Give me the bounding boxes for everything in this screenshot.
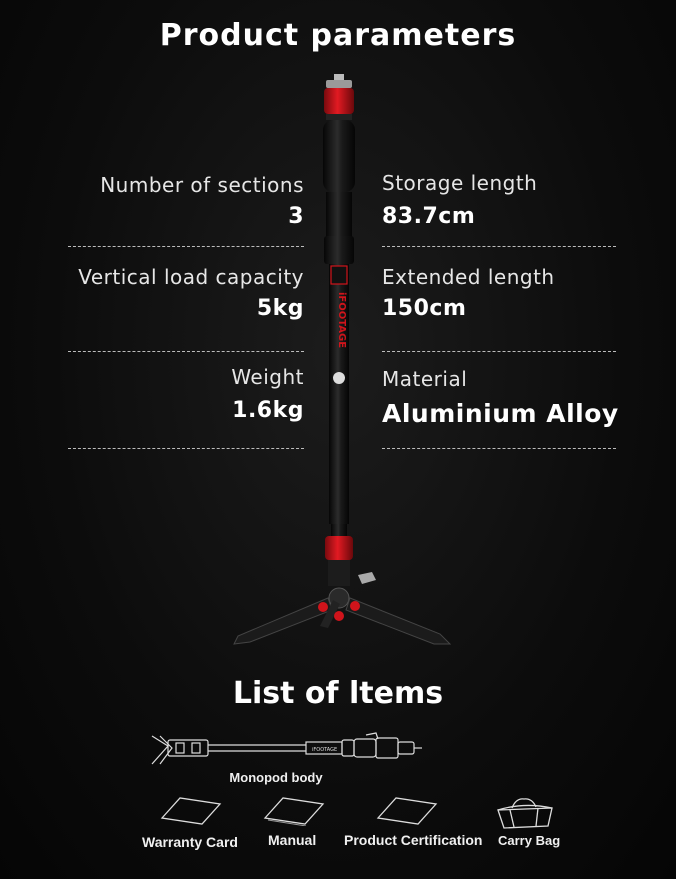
material-label: Material bbox=[382, 367, 468, 391]
weight-label: Weight bbox=[231, 365, 304, 389]
load-capacity-value: 5kg bbox=[256, 296, 304, 321]
certification-icon bbox=[376, 796, 438, 826]
manual-caption: Manual bbox=[268, 832, 317, 848]
certification-caption: Product Certification bbox=[344, 832, 483, 848]
carry-bag-caption: Carry Bag bbox=[498, 833, 561, 848]
divider bbox=[68, 246, 304, 247]
divider bbox=[382, 246, 616, 247]
monopod-brand-text: iFOOTAGE bbox=[312, 747, 338, 753]
monopod-body-caption: Monopod body bbox=[229, 770, 323, 785]
warranty-card-icon bbox=[160, 796, 222, 826]
monopod-product-image bbox=[228, 70, 458, 650]
divider bbox=[68, 351, 304, 352]
divider bbox=[382, 448, 616, 449]
sections-value: 3 bbox=[288, 204, 304, 229]
brand-logo: iFOOTAGE bbox=[336, 292, 347, 349]
manual-icon bbox=[263, 796, 325, 826]
load-capacity-label: Vertical load capacity bbox=[78, 265, 304, 289]
page-title: Product parameters bbox=[159, 18, 517, 53]
weight-value: 1.6kg bbox=[232, 398, 304, 423]
material-value: Aluminium Alloy bbox=[382, 399, 619, 428]
carry-bag-icon bbox=[494, 796, 554, 830]
extended-length-value: 150cm bbox=[382, 296, 467, 321]
storage-length-label: Storage length bbox=[382, 171, 538, 195]
extended-length-label: Extended length bbox=[382, 265, 555, 289]
items-heading: List of ltems bbox=[232, 676, 444, 711]
sections-label: Number of sections bbox=[100, 173, 304, 197]
monopod-body-icon bbox=[146, 730, 426, 770]
divider bbox=[68, 448, 304, 449]
warranty-card-caption: Warranty Card bbox=[142, 834, 238, 850]
divider bbox=[382, 351, 616, 352]
storage-length-value: 83.7cm bbox=[382, 204, 476, 229]
